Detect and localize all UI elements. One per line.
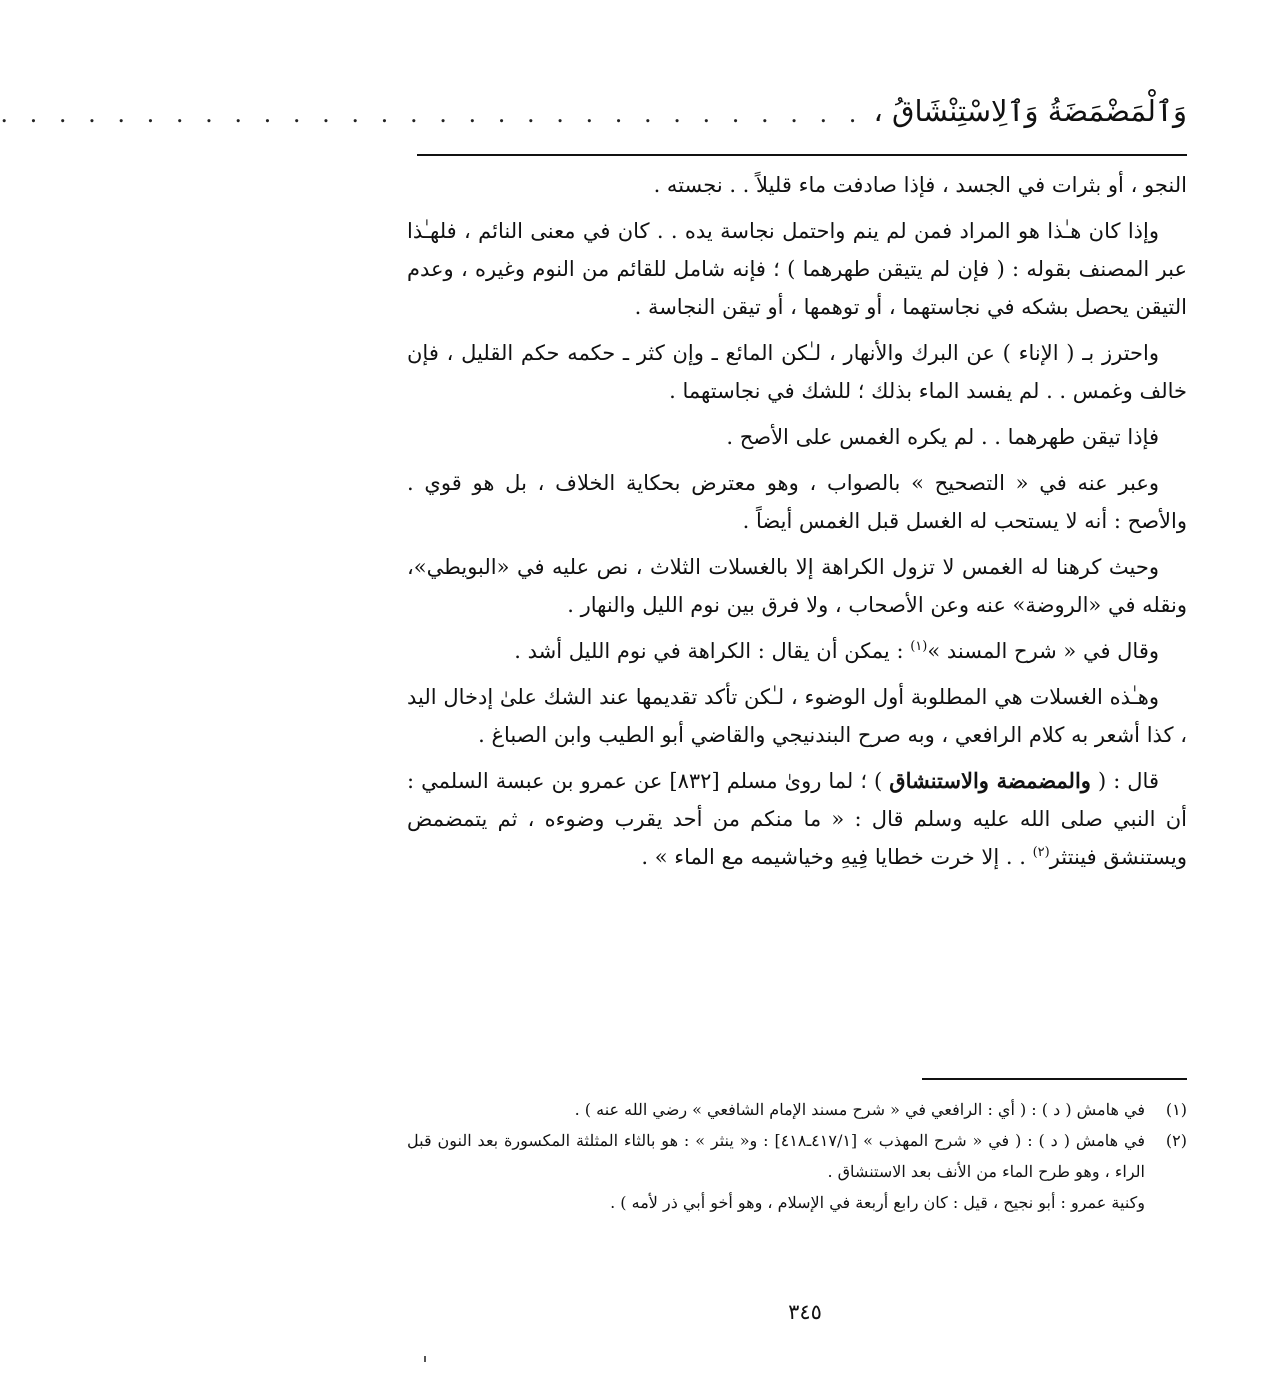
leader-dots: . . . . . . . . . . . . . . . . . . . . . . . . . . . . . . bbox=[0, 100, 864, 128]
footnote-number: (٢) bbox=[1165, 1131, 1187, 1150]
main-text bbox=[407, 166, 1187, 884]
header-rule bbox=[417, 154, 1187, 156]
paragraph: واحترز بـ ( الإناء ) عن البرك والأنهار ، لـٰكن المائع ـ وإن كثر ـ حكمه حكم القليل ، فإن خالف وغمس . . لم يفسد الماء بذلك ؛ للشك في نجاستهما . bbox=[407, 341, 1187, 403]
paragraph-text: قال : ( bbox=[1090, 769, 1159, 793]
running-header-title: وَٱلْمَضْمَضَةُ وَٱلِاسْتِنْشَاقُ ، bbox=[873, 94, 1187, 128]
paragraph: وحيث كرهنا له الغمس لا تزول الكراهة إلا بالغسلات الثلاث ، نص عليه في «البويطي»، ونقله في «الروضة» عنه وعن الأصحاب ، ولا فرق بين نوم الليل والنهار . bbox=[407, 555, 1187, 617]
scan-speck bbox=[424, 1356, 426, 1362]
paragraph: وإذا كان هـٰذا هو المراد فمن لم ينم واحتمل نجاسة يده . . كان في معنى النائم ، فلهـٰذا عبر المصنف بقوله : ( فإن لم يتيقن طهرهما ) ؛ فإنه شامل للقائم من النوم وغيره ، وعدم التيقن يحصل بشكه في نجاستهما ، أو توهمها ، أو تيقن النجاسة . bbox=[407, 219, 1187, 319]
footnote-ref[interactable]: (٢) bbox=[1032, 845, 1050, 860]
paragraph: وهـٰذه الغسلات هي المطلوبة أول الوضوء ، لـٰكن تأكد تقديمها عند الشك علىٰ إدخال اليد ، كذا أشعر به كلام الرافعي ، وبه صرح البندنيجي والقاضي أبو الطيب وابن الصباغ . bbox=[407, 685, 1187, 747]
paragraph bbox=[407, 762, 1187, 876]
paragraph: وعبر عنه في « التصحيح » بالصواب ، وهو معترض بحكاية الخلاف ، بل هو قوي . والأصح : أنه لا يستحب له الغسل قبل الغمس أيضاً . bbox=[407, 471, 1187, 533]
paragraph-text: : يمكن أن يقال : الكراهة في نوم الليل أشد . bbox=[514, 639, 911, 663]
footnote-text: في هامش ( د ) : ( أي : الرافعي في « شرح مسند الإمام الشافعي » رضي الله عنه ) . bbox=[574, 1100, 1145, 1119]
footnote bbox=[407, 1125, 1187, 1187]
matn-quote: والمضمضة والاستنشاق bbox=[889, 768, 1091, 793]
paragraph: فإذا تيقن طهرهما . . لم يكره الغمس على الأصح . bbox=[726, 425, 1159, 449]
running-header bbox=[0, 78, 1187, 128]
footnotes bbox=[407, 1094, 1187, 1218]
footnote-rule bbox=[922, 1078, 1187, 1080]
footnote-continuation: وكنية عمرو : أبو نجيح ، قيل : كان رابع أربعة في الإسلام ، وهو أخو أبي ذر لأمه ) . bbox=[610, 1193, 1145, 1212]
paragraph-text: . . إلا خرت خطايا فِيهِ وخياشيمه مع الماء » . bbox=[641, 845, 1033, 869]
footnote-number: (١) bbox=[1165, 1100, 1187, 1119]
footnote bbox=[407, 1094, 1187, 1125]
paragraph-text: ) ؛ لما روىٰ مسلم [٨٣٢] عن عمرو بن عبسة السلمي : أن النبي صلى الله عليه وسلم قال : « ما منكم من أحد يقرب وضوءه ، ثم يتمضمض ويستنشق فينتثر bbox=[407, 769, 1187, 869]
page-number: ٣٤٥ bbox=[788, 1300, 822, 1324]
footnote-ref[interactable]: (١) bbox=[910, 639, 928, 654]
footnote-text: في هامش ( د ) : ( في « شرح المهذب » [٤١٧/١ـ٤١٨] : و« ينثر » : هو بالثاء المثلثة المكسورة بعد النون قبل الراء ، وهو طرح الماء من الأنف بعد الاستنشاق . bbox=[407, 1131, 1145, 1181]
paragraph bbox=[407, 632, 1187, 670]
paragraph-text: وقال في « شرح المسند » bbox=[927, 639, 1159, 663]
paragraph: النجو ، أو بثرات في الجسد ، فإذا صادفت ماء قليلاً . . نجسته . bbox=[653, 173, 1187, 197]
